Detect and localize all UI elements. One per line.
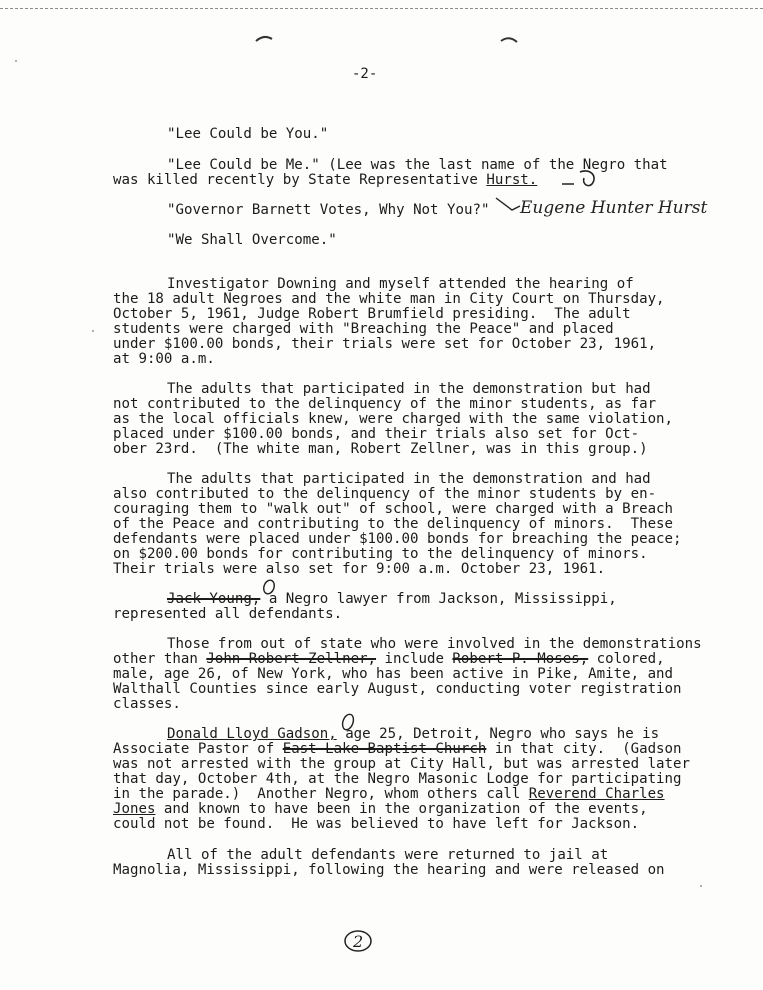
- paragraph-line: ober 23rd. (The white man, Robert Zellner, was in this group.): [113, 441, 648, 457]
- paragraph-line: male, age 26, of New York, who has been active in Pike, Amite, and: [113, 666, 674, 682]
- handwritten-circle-mark: [260, 578, 278, 596]
- handwritten-page-number: 2: [353, 932, 364, 951]
- handwritten-circle-mark: [338, 711, 358, 733]
- paragraph-line: Investigator Downing and myself attended the hearing of: [167, 276, 634, 292]
- paragraph-line: could not be found. He was believed to have left for Jackson.: [113, 816, 640, 832]
- jones-name: Reverend Charles: [528, 786, 665, 802]
- scan-speck: [700, 885, 702, 887]
- paragraph-line: Their trials were also set for 9:00 a.m. October 23, 1961.: [113, 561, 606, 577]
- paragraph-line: of the Peace and contributing to the delinquency of minors. These: [113, 516, 674, 532]
- paragraph-line: [167, 727, 659, 742]
- lawyer-name: Jack Young,: [167, 591, 261, 607]
- punch-mark-right: [500, 35, 518, 43]
- paragraph-line: The adults that participated in the demonstration and had: [167, 471, 651, 487]
- moses-name: Robert P. Moses,: [452, 651, 589, 667]
- paragraph-line: the 18 adult Negroes and the white man in City Court on Thursday,: [113, 291, 665, 307]
- paragraph-text: in the parade.) Another Negro, whom others call: [113, 786, 529, 802]
- paragraph-line: The adults that participated in the demonstration but had: [167, 381, 651, 397]
- paragraph-line: at 9:00 a.m.: [113, 351, 215, 367]
- page-number: -2-: [352, 66, 378, 82]
- handwritten-circle-mark: [560, 166, 610, 190]
- slogan-text: was killed recently by State Representative: [113, 172, 487, 188]
- church-name: East Lake Baptist Church: [282, 741, 487, 757]
- scan-top-edge: [0, 0, 763, 9]
- handwritten-arrow-mark: [494, 196, 522, 218]
- paragraph-line: represented all defendants.: [113, 606, 343, 622]
- paragraph-line: as the local officials knew, were charged with the same violation,: [113, 411, 674, 427]
- paragraph-line: placed under $100.00 bonds, and their trials also set for Oct-: [113, 426, 640, 442]
- paragraph-line: defendants were placed under $100.00 bonds for breaching the peace;: [113, 531, 682, 547]
- paragraph-line: that day, October 4th, at the Negro Masonic Lodge for participating: [113, 771, 682, 787]
- paragraph-line: couraging them to "walk out" of school, were charged with a Breach: [113, 501, 674, 517]
- paragraph-line: students were charged with "Breaching the Peace" and placed: [113, 321, 614, 337]
- paragraph-text: in that city. (Gadson: [486, 741, 682, 757]
- slogan-line: [113, 173, 537, 188]
- punch-mark-left: [255, 34, 273, 42]
- scan-speck: [15, 60, 17, 62]
- paragraph-line: classes.: [113, 696, 181, 712]
- paragraph-line: was not arrested with the group at City Hall, but was arrested later: [113, 756, 690, 772]
- jones-name: Jones: [113, 801, 156, 817]
- paragraph-text: other than: [113, 651, 207, 667]
- paragraph-line: not contributed to the delinquency of the minor students, as far: [113, 396, 657, 412]
- paragraph-line: Those from out of state who were involved in the demonstrations: [167, 636, 702, 652]
- hurst-name: Hurst.: [486, 172, 538, 188]
- paragraph-line: All of the adult defendants were returned to jail at: [167, 847, 609, 863]
- paragraph-text: a Negro lawyer from Jackson, Mississippi,: [260, 591, 617, 607]
- paragraph-text: Associate Pastor of: [113, 741, 283, 757]
- paragraph-line: [113, 742, 682, 757]
- paragraph-line: [113, 787, 665, 802]
- paragraph-line: [113, 652, 665, 667]
- paragraph-line: also contributed to the delinquency of the minor students by en-: [113, 486, 657, 502]
- paragraph-text: and known to have been in the organization of the events,: [155, 801, 648, 817]
- slogan-line: "Lee Could be Me." (Lee was the last name of the Negro that: [167, 157, 668, 173]
- handwritten-name: Eugene Hunter Hurst: [520, 198, 708, 218]
- paragraph-line: Walthall Counties since early August, conducting voter registration: [113, 681, 682, 697]
- paragraph-line: Magnolia, Mississippi, following the hearing and were released on: [113, 862, 665, 878]
- zellner-name: John Robert Zellner,: [206, 651, 377, 667]
- scan-speck: [92, 330, 94, 332]
- paragraph-line: October 5, 1961, Judge Robert Brumfield presiding. The adult: [113, 306, 631, 322]
- paragraph-line: on $200.00 bonds for contributing to the delinquency of minors.: [113, 546, 648, 562]
- paragraph-text: colored,: [588, 651, 665, 667]
- paragraph-line: [167, 592, 617, 607]
- paragraph-text: age 25, Detroit, Negro who says he is: [336, 726, 660, 742]
- paragraph-line: under $100.00 bonds, their trials were set for October 23, 1961,: [113, 336, 657, 352]
- slogan-line: "We Shall Overcome.": [167, 232, 337, 248]
- slogan-line: "Governor Barnett Votes, Why Not You?": [167, 202, 490, 218]
- paragraph-text: include: [376, 651, 453, 667]
- slogan-line: "Lee Could be You.": [167, 126, 329, 142]
- paragraph-line: [113, 802, 648, 817]
- gadson-name: Donald Lloyd Gadson,: [167, 726, 337, 742]
